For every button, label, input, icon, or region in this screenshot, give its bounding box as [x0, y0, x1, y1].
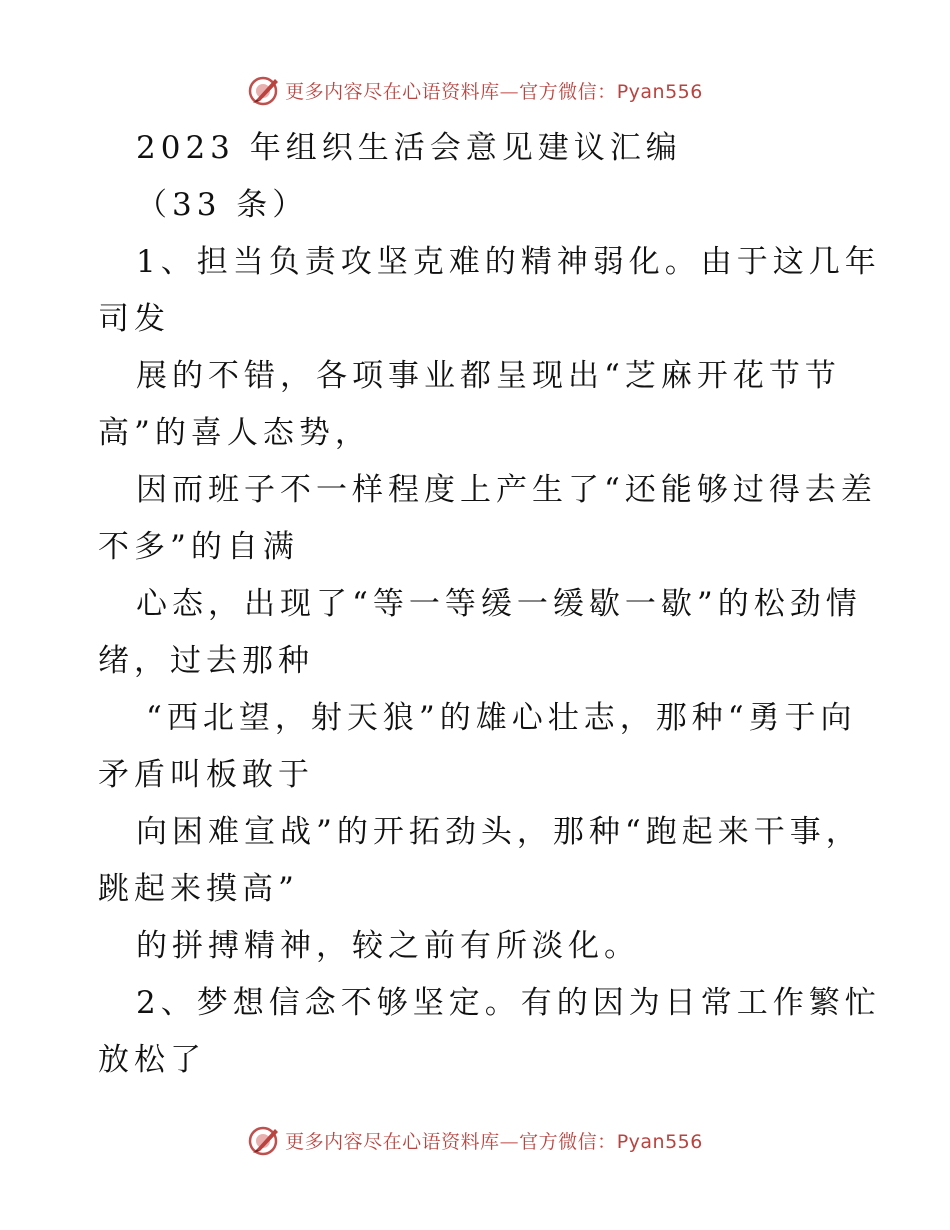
- paragraph-line: 跳起来摸高”: [98, 871, 299, 907]
- paragraph-line: 绪，过去那种: [98, 643, 314, 679]
- paragraph-line: 1、担当负责攻坚克难的精神弱化。由于这几年: [136, 244, 881, 280]
- paragraph-line: 2、梦想信念不够坚定。有的因为日常工作繁忙: [136, 985, 881, 1021]
- watermark-contact-id: Pyan556: [616, 1130, 703, 1153]
- watermark-contact-id: Pyan556: [616, 80, 703, 103]
- paragraph-line: 司发: [98, 301, 170, 337]
- paragraph-line: “西北望，射天狼”的雄心壮志，那种“勇于向: [146, 700, 857, 736]
- paragraph-line: 不多”的自满: [98, 529, 299, 565]
- pen-logo-icon: [247, 1123, 281, 1157]
- document-title: 2023 年组织生活会意见建议汇编: [136, 130, 682, 166]
- document-subtitle: （33 条）: [136, 187, 309, 223]
- watermark-main-text: 更多内容尽在心语资料库: [285, 80, 500, 103]
- watermark-contact-label: 官方微信：: [519, 80, 617, 103]
- paragraph-line: 因而班子不一样程度上产生了“还能够过得去差: [136, 472, 877, 508]
- pen-logo-icon: [247, 73, 281, 107]
- document-body: [98, 120, 881, 1089]
- paragraph-line: 高”的喜人态势，: [98, 415, 371, 451]
- paragraph-line: 放松了: [98, 1042, 206, 1078]
- paragraph-line: 展的不错，各项事业都呈现出“芝麻开花节节: [136, 358, 841, 394]
- watermark-separator: —: [499, 1130, 520, 1153]
- watermark-text: [285, 1127, 703, 1154]
- watermark-text: [285, 77, 703, 104]
- watermark-contact-label: 官方微信：: [519, 1130, 617, 1153]
- paragraph-line: 的拼搏精神，较之前有所淡化。: [136, 928, 640, 964]
- header-watermark-banner: [0, 68, 950, 112]
- watermark-main-text: 更多内容尽在心语资料库: [285, 1130, 500, 1153]
- footer-watermark-banner: [0, 1118, 950, 1162]
- paragraph-line: 向困难宣战”的开拓劲头，那种“跑起来干事，: [136, 814, 862, 850]
- watermark-separator: —: [499, 80, 520, 103]
- paragraph-line: 心态，出现了“等一等缓一缓歇一歇”的松劲情: [136, 586, 862, 622]
- paragraph-line: 矛盾叫板敢于: [98, 757, 314, 793]
